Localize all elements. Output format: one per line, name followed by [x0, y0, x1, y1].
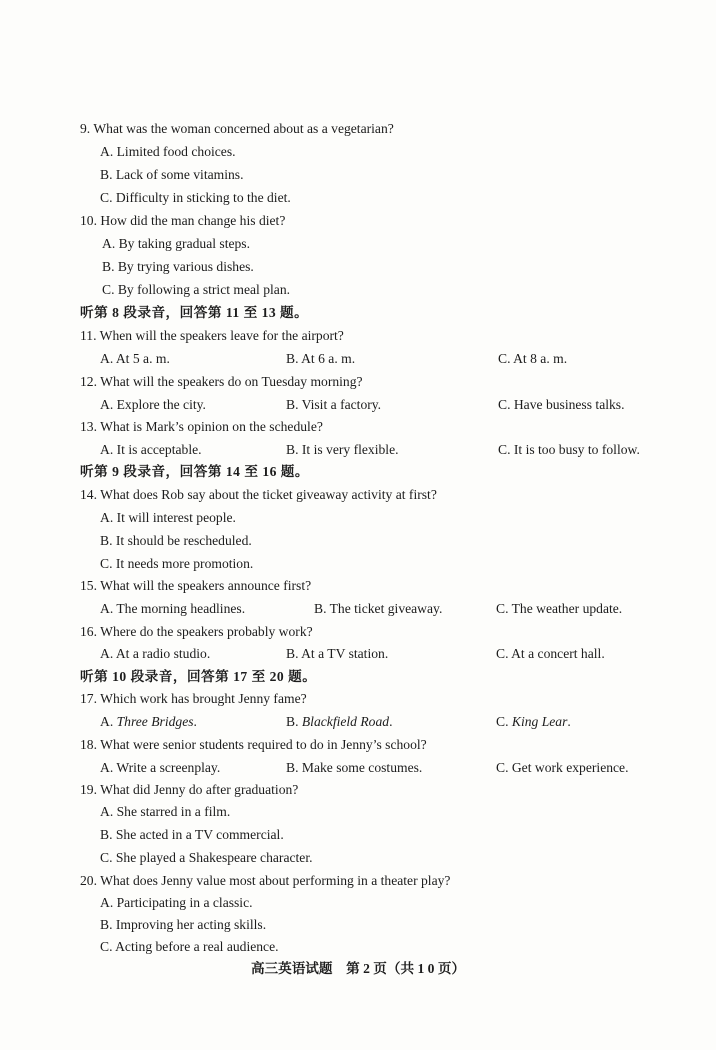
q18-option-c: C. Get work experience.	[496, 760, 629, 775]
q10-option-a: A. By taking gradual steps.	[102, 236, 250, 251]
section-9-heading: 听第 9 段录音，回答第 14 至 16 题。	[80, 464, 309, 479]
q18-option-b: B. Make some costumes.	[286, 760, 423, 775]
q17-options	[100, 713, 660, 731]
question-11: 11. When will the speakers leave for the airport?	[80, 328, 344, 343]
q9-option-c: C. Difficulty in sticking to the diet.	[100, 190, 291, 205]
q12-option-a: A. Explore the city.	[100, 397, 206, 412]
q11-options	[100, 350, 660, 368]
q19-option-c: C. She played a Shakespeare character.	[100, 850, 313, 865]
q11-option-b: B. At 6 a. m.	[286, 351, 356, 366]
q17-a-prefix: A.	[100, 714, 114, 729]
q15-option-b: B. The ticket giveaway.	[314, 601, 443, 616]
q17-b-prefix: B.	[286, 714, 299, 729]
section-10-heading: 听第 10 段录音，回答第 17 至 20 题。	[80, 669, 317, 684]
q9-option-a: A. Limited food choices.	[100, 144, 236, 159]
q12-option-b: B. Visit a factory.	[286, 397, 382, 412]
q18-option-a: A. Write a screenplay.	[100, 760, 221, 775]
question-16: 16. Where do the speakers probably work?	[80, 624, 313, 639]
q13-option-b: B. It is very flexible.	[286, 442, 399, 457]
q19-option-a: A. She starred in a film.	[100, 804, 231, 819]
q17-c-end: .	[567, 714, 571, 729]
q17-c-title: King Lear	[511, 714, 568, 729]
q16-option-a: A. At a radio studio.	[100, 646, 211, 661]
q16-option-b: B. At a TV station.	[286, 646, 389, 661]
q17-b-title: Blackfield Road	[301, 714, 390, 729]
section-8-heading: 听第 8 段录音，回答第 11 至 13 题。	[80, 305, 309, 320]
q10-option-b: B. By trying various dishes.	[102, 259, 254, 274]
q10-option-c: C. By following a strict meal plan.	[102, 282, 291, 297]
question-13: 13. What is Mark’s opinion on the schedule?	[80, 419, 323, 434]
q20-option-b: B. Improving her acting skills.	[100, 917, 267, 932]
q13-options	[100, 441, 660, 459]
q17-option-b	[286, 713, 392, 731]
question-9: 9. What was the woman concerned about as a vegetarian?	[80, 121, 394, 136]
q13-option-c: C. It is too busy to follow.	[498, 442, 640, 457]
page-footer: 高三英语试题 第 2 页（共 1 0 页）	[250, 961, 466, 976]
q19-option-b: B. She acted in a TV commercial.	[100, 827, 284, 842]
q12-options	[100, 396, 660, 414]
q13-option-a: A. It is acceptable.	[100, 442, 202, 457]
q11-option-c: C. At 8 a. m.	[498, 351, 568, 366]
q15-option-c: C. The weather update.	[496, 601, 623, 616]
question-10: 10. How did the man change his diet?	[80, 213, 286, 228]
q12-option-c: C. Have business talks.	[498, 397, 625, 412]
question-14: 14. What does Rob say about the ticket giveaway activity at first?	[80, 487, 437, 502]
q14-option-b: B. It should be rescheduled.	[100, 533, 252, 548]
q14-option-c: C. It needs more promotion.	[100, 556, 254, 571]
question-15: 15. What will the speakers announce first?	[80, 578, 312, 593]
question-17: 17. Which work has brought Jenny fame?	[80, 691, 307, 706]
q14-option-a: A. It will interest people.	[100, 510, 236, 525]
q15-options	[100, 600, 660, 618]
q17-c-prefix: C.	[496, 714, 509, 729]
question-19: 19. What did Jenny do after graduation?	[80, 782, 299, 797]
q15-option-a: A. The morning headlines.	[100, 601, 246, 616]
q20-option-c: C. Acting before a real audience.	[100, 939, 279, 954]
question-12: 12. What will the speakers do on Tuesday morning?	[80, 374, 363, 389]
q17-a-title: Three Bridges	[116, 714, 194, 729]
question-20: 20. What does Jenny value most about performing in a theater play?	[80, 873, 451, 888]
q18-options	[100, 759, 660, 777]
q9-option-b: B. Lack of some vitamins.	[100, 167, 244, 182]
q17-option-a	[100, 713, 197, 731]
question-18: 18. What were senior students required to do in Jenny’s school?	[80, 737, 427, 752]
q11-option-a: A. At 5 a. m.	[100, 351, 170, 366]
q17-option-c	[496, 713, 571, 731]
q17-a-end: .	[193, 714, 197, 729]
q20-option-a: A. Participating in a classic.	[100, 895, 253, 910]
q16-options	[100, 645, 660, 663]
q16-option-c: C. At a concert hall.	[496, 646, 605, 661]
q17-b-end: .	[389, 714, 393, 729]
